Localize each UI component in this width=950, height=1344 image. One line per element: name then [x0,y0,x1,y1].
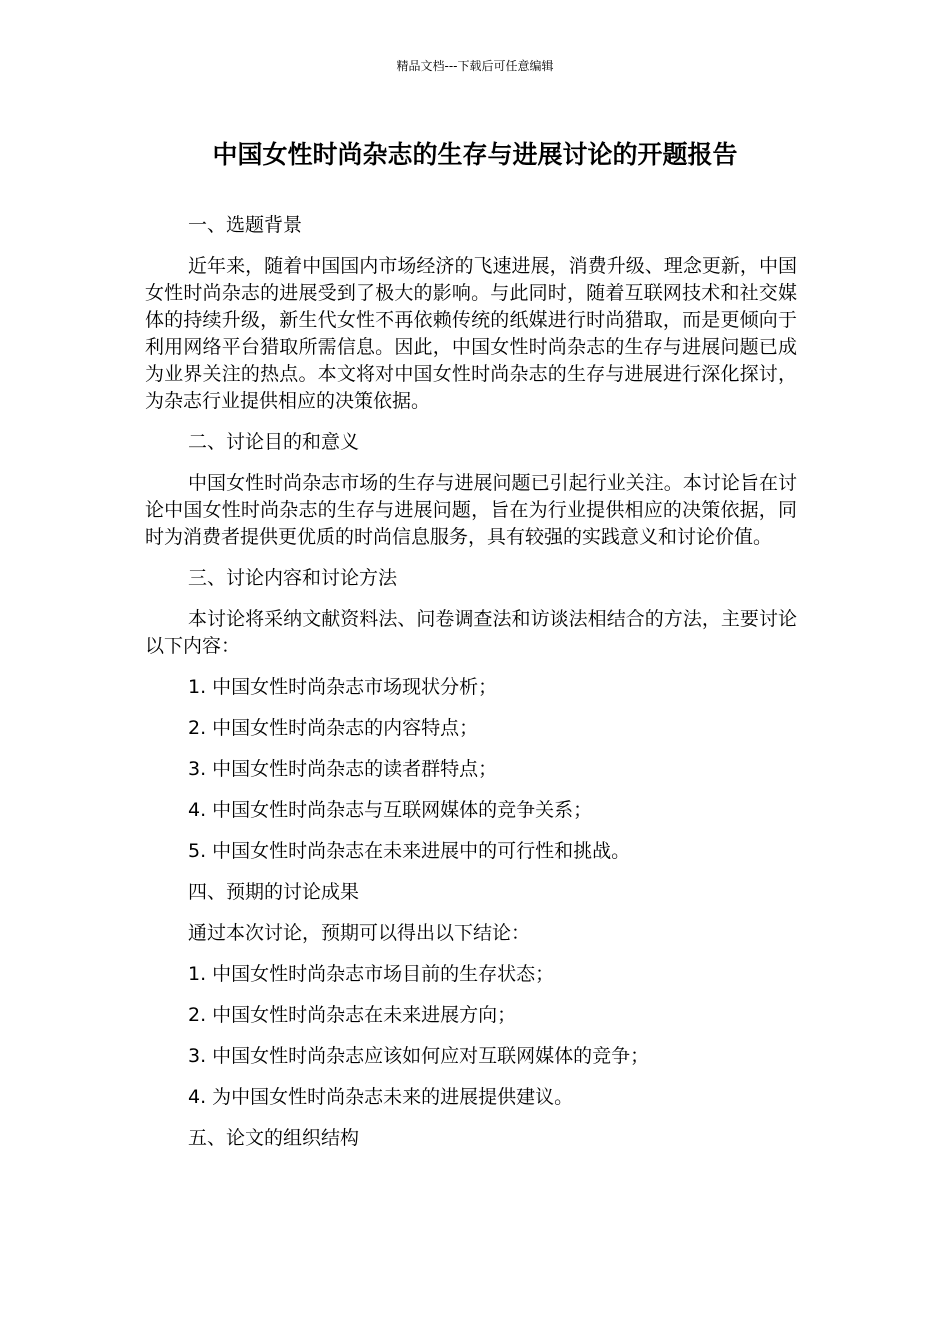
page-header: 精品文档---下载后可任意编辑 [396,59,554,73]
body-paragraph: 通过本次讨论，预期可以得出以下结论： [188,922,531,944]
list-item: 2. 中国女性时尚杂志在未来进展方向； [188,1004,517,1026]
list-item: 4. 为中国女性时尚杂志未来的进展提供建议。 [188,1086,574,1108]
section-heading: 四、预期的讨论成果 [188,881,360,903]
document-title: 中国女性时尚杂志的生存与进展讨论的开题报告 [212,140,738,169]
body-paragraph: 近年来，随着中国国内市场经济的飞速进展，消费升级、理念更新，中国女性时尚杂志的进展受到了极大的影响。与此同时，随着互联网技术和社交媒体的持续升级，新生代女性不再依赖传统的纸媒进行时尚猎取，而是更倾向于利用网络平台猎取所需信息。因此，中国女性时尚杂志的生存与进展问题已成为业界关注的热点。本文将对中国女性时尚杂志的生存与进展进行深化探讨，为杂志行业提供相应的决策依据。 [145,255,797,412]
section-heading: 一、选题背景 [188,214,303,236]
section-heading: 五、论文的组织结构 [188,1127,360,1149]
section-heading: 三、讨论内容和讨论方法 [188,567,398,589]
list-item: 2. 中国女性时尚杂志的内容特点； [188,717,479,739]
body-paragraph: 中国女性时尚杂志市场的生存与进展问题已引起行业关注。本讨论旨在讨论中国女性时尚杂志的生存与进展问题，旨在为行业提供相应的决策依据，同时为消费者提供更优质的时尚信息服务，具有较强的实践意义和讨论价值。 [145,472,797,548]
list-item: 5. 中国女性时尚杂志在未来进展中的可行性和挑战。 [188,840,631,862]
body-paragraph: 本讨论将采纳文献资料法、问卷调查法和访谈法相结合的方法，主要讨论以下内容： [145,608,797,657]
list-item: 1. 中国女性时尚杂志市场现状分析； [188,676,498,698]
section-heading: 二、讨论目的和意义 [188,431,360,453]
document-body [145,212,797,1166]
list-item: 4. 中国女性时尚杂志与互联网媒体的竞争关系； [188,799,593,821]
list-item: 3. 中国女性时尚杂志应该如何应对互联网媒体的竞争； [188,1045,650,1067]
list-item: 1. 中国女性时尚杂志市场目前的生存状态； [188,963,555,985]
list-item: 3. 中国女性时尚杂志的读者群特点； [188,758,498,780]
